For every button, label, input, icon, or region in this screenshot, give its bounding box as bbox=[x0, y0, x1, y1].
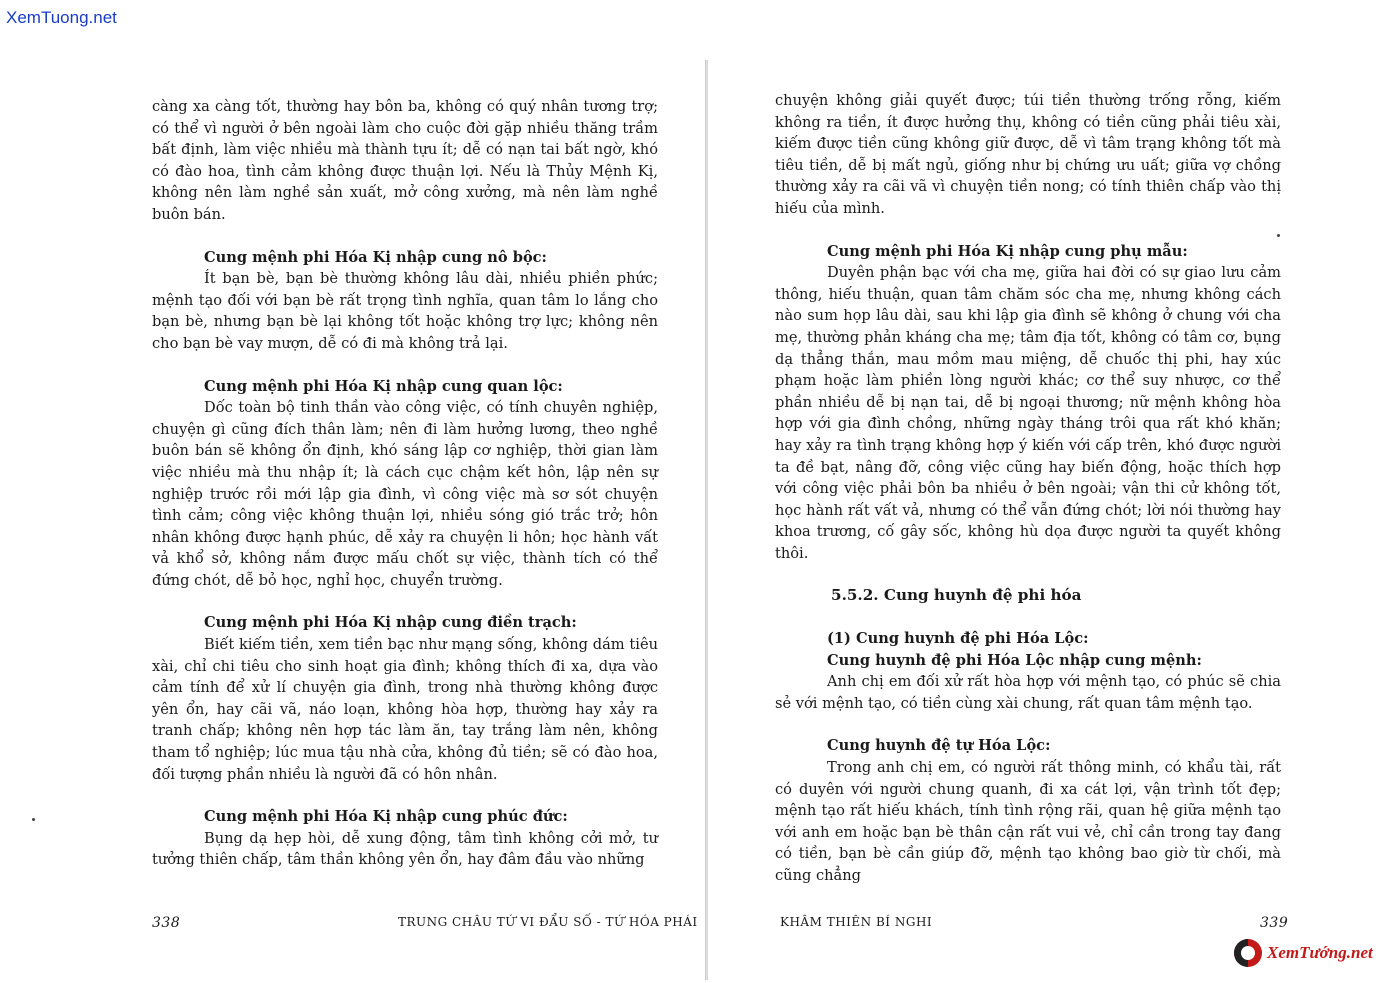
section-heading: Cung huynh đệ tự Hóa Lộc: bbox=[827, 737, 1051, 755]
book-spine bbox=[705, 60, 708, 980]
section-heading: Cung mệnh phi Hóa Kị nhập cung nô bộc: bbox=[204, 248, 547, 266]
page-number-right: 339 bbox=[1260, 915, 1289, 931]
paragraph: Ít bạn bè, bạn bè thường không lâu dài, nhiều phiền phức; mệnh tạo đối với bạn bè rất trọng tình nghĩa, quan tâm lo lắng cho bạn bè, nhưng bạn bè lại không tốt hoặc không trợ lực; không nên cho bạn bè vay mượn, dễ có đi mà không trả lại. bbox=[152, 270, 658, 352]
paragraph: Biết kiếm tiền, xem tiền bạc như mạng sống, không dám tiêu xài, chỉ chi tiêu cho sinh hoạt gia đình; không thích đi xa, dựa vào cảm tính để xử lí chuyện gia đình, trong nhà thường không được yên ổn, hay cãi vã, náo loạn, không hòa hợp, thường hay xảy ra tranh chấp; không nên hợp tác làm ăn, tay trắng làm nên, không tham tổ nghiệp; lúc mua tậu nhà cửa, không đủ tiền; sẽ có đào hoa, đối tượng phần nhiều là người đã có hôn nhân. bbox=[152, 636, 658, 783]
section-heading: Cung mệnh phi Hóa Kị nhập cung phúc đức: bbox=[204, 808, 568, 826]
paragraph: chuyện không giải quyết được; túi tiền thường trống rỗng, kiếm không ra tiền, ít được hưởng thụ, không có tiền cũng phải tiêu xài, kiếm được tiền cũng không giữ được, dễ vì tâm trạng không tốt mà tiêu tiền, dễ bị mất ngủ, giống như bị chứng ưu uất; giữa vợ chồng thường xảy ra cãi vã vì chuyện tiền nong; có tính thiên chấp vào thị hiếu của mình. bbox=[775, 92, 1281, 217]
section-heading: Cung mệnh phi Hóa Kị nhập cung quan lộc: bbox=[204, 377, 563, 395]
ink-speck bbox=[1277, 234, 1280, 237]
yin-yang-icon bbox=[1234, 939, 1262, 967]
ink-speck bbox=[32, 818, 35, 821]
running-title-right: KHÂM THIÊN BÍ NGHI bbox=[780, 915, 933, 929]
section-heading: Cung huynh đệ phi Hóa Lộc nhập cung mệnh: bbox=[827, 651, 1202, 669]
watermark-text: XemTướng.net bbox=[1267, 943, 1373, 962]
right-page bbox=[775, 90, 1281, 887]
paragraph: Trong anh chị em, có người rất thông minh, có khẩu tài, rất có duyên với người chung quanh, đi xa cát lợi, vận trình tốt đẹp; mệnh tạo rất hiếu khách, tính tình rộng rãi, quan hệ giữa mệnh tạo với anh em hoặc bạn bè thân cận rất vui vẻ, chỉ cần trong tay đang có tiền, bạn bè cần giúp đỡ, mệnh tạo không bao giờ từ chối, mà cũng chẳng bbox=[775, 759, 1281, 884]
left-page bbox=[152, 96, 658, 871]
paragraph: Duyên phận bạc với cha mẹ, giữa hai đời có sự giao lưu cảm thông, hiếu thuận, quan tâm chăm sóc cha mẹ, nhưng không cách nào sum họp lâu dài, sau khi lập gia đình sẽ không ở chung với cha mẹ, thường phản kháng cha mẹ; tâm địa tốt, không có tâm cơ, bụng dạ thẳng thắn, mau mồm mau miệng, dễ chuốc thị phi, hay xúc phạm hoặc làm phiền lòng người khác; cơ thể suy nhược, cơ thể phần nhiều dễ bị nạn tai, dễ bị ngoại thương; nữ mệnh không hòa hợp với gia đình chồng, những ngày tháng trôi qua rất khó khăn; hay xảy ra tình trạng không hợp ý kiến với cấp trên, khó được người ta đề bạt, nâng đỡ, công việc cũng hay biến động, hoặc thích hợp với công việc phải bôn ba nhiều ở bên ngoài; vận thi cử không tốt, học hành rất vất vả, nhưng có thể vẫn đứng chót; lời nói thường hay khoa trương, cố gây sốc, không hù dọa được người ta quyết không thôi. bbox=[775, 264, 1281, 562]
section-heading: Cung mệnh phi Hóa Kị nhập cung phụ mẫu: bbox=[827, 242, 1188, 260]
paragraph: Bụng dạ hẹp hòi, dễ xung động, tâm tình không cởi mở, tư tưởng thiên chấp, tâm thần không yên ổn, hay đâm đầu vào những bbox=[152, 829, 658, 869]
page-number-left: 338 bbox=[152, 915, 181, 931]
watermark bbox=[1234, 935, 1384, 971]
chapter-subsection-heading: 5.5.2. Cung huynh đệ phi hóa bbox=[831, 586, 1082, 605]
section-heading: (1) Cung huynh đệ phi Hóa Lộc: bbox=[827, 630, 1089, 648]
section-heading: Cung mệnh phi Hóa Kị nhập cung điền trạch: bbox=[204, 614, 577, 632]
paragraph: Anh chị em đối xử rất hòa hợp với mệnh tạo, có phúc sẽ chia sẻ với mệnh tạo, có tiền cùng xài chung, rất quan tâm mệnh tạo. bbox=[775, 673, 1281, 712]
running-title-left: TRUNG CHÂU TỨ VI ĐẨU SỐ - TỨ HÓA PHÁI bbox=[398, 915, 698, 929]
paragraph: Dốc toàn bộ tinh thần vào công việc, có tính chuyên nghiệp, chuyện gì cũng đích thân làm; nên đi làm hưởng lương, theo nghề buôn bán sẽ không ổn định, khó sáng lập cơ nghiệp, thời gian làm việc nhiều mà thu nhập ít; là cách cục chậm kết hôn, lập nên sự nghiệp trước rồi mới lập gia đình, vì công việc mà sơ sót chuyện tình cảm; công việc không thuận lợi, nhiều sóng gió trắc trở; hôn nhân không được hạnh phúc, dễ xảy ra chuyện li hôn; học hành vất vả khổ sở, không nắm được mấu chốt sự việc, thành tích có thể đứng chót, dễ bỏ học, nghỉ học, chuyển trường. bbox=[152, 399, 658, 589]
site-logo[interactable]: XemTuong.net bbox=[6, 8, 117, 27]
paragraph: càng xa càng tốt, thường hay bôn ba, không có quý nhân tương trợ; có thể vì người ở bên ngoài làm cho cuộc đời gặp nhiều thăng trầm bất định, làm việc nhiều mà thành tựu ít; dễ có nạn tai bất ngờ, khó có đào hoa, tình cảm không được thuận lợi. Nếu là Thủy Mệnh Kị, không nên làm nghề sản xuất, mở công xưởng, mà nên làm nghề buôn bán. bbox=[152, 98, 658, 223]
